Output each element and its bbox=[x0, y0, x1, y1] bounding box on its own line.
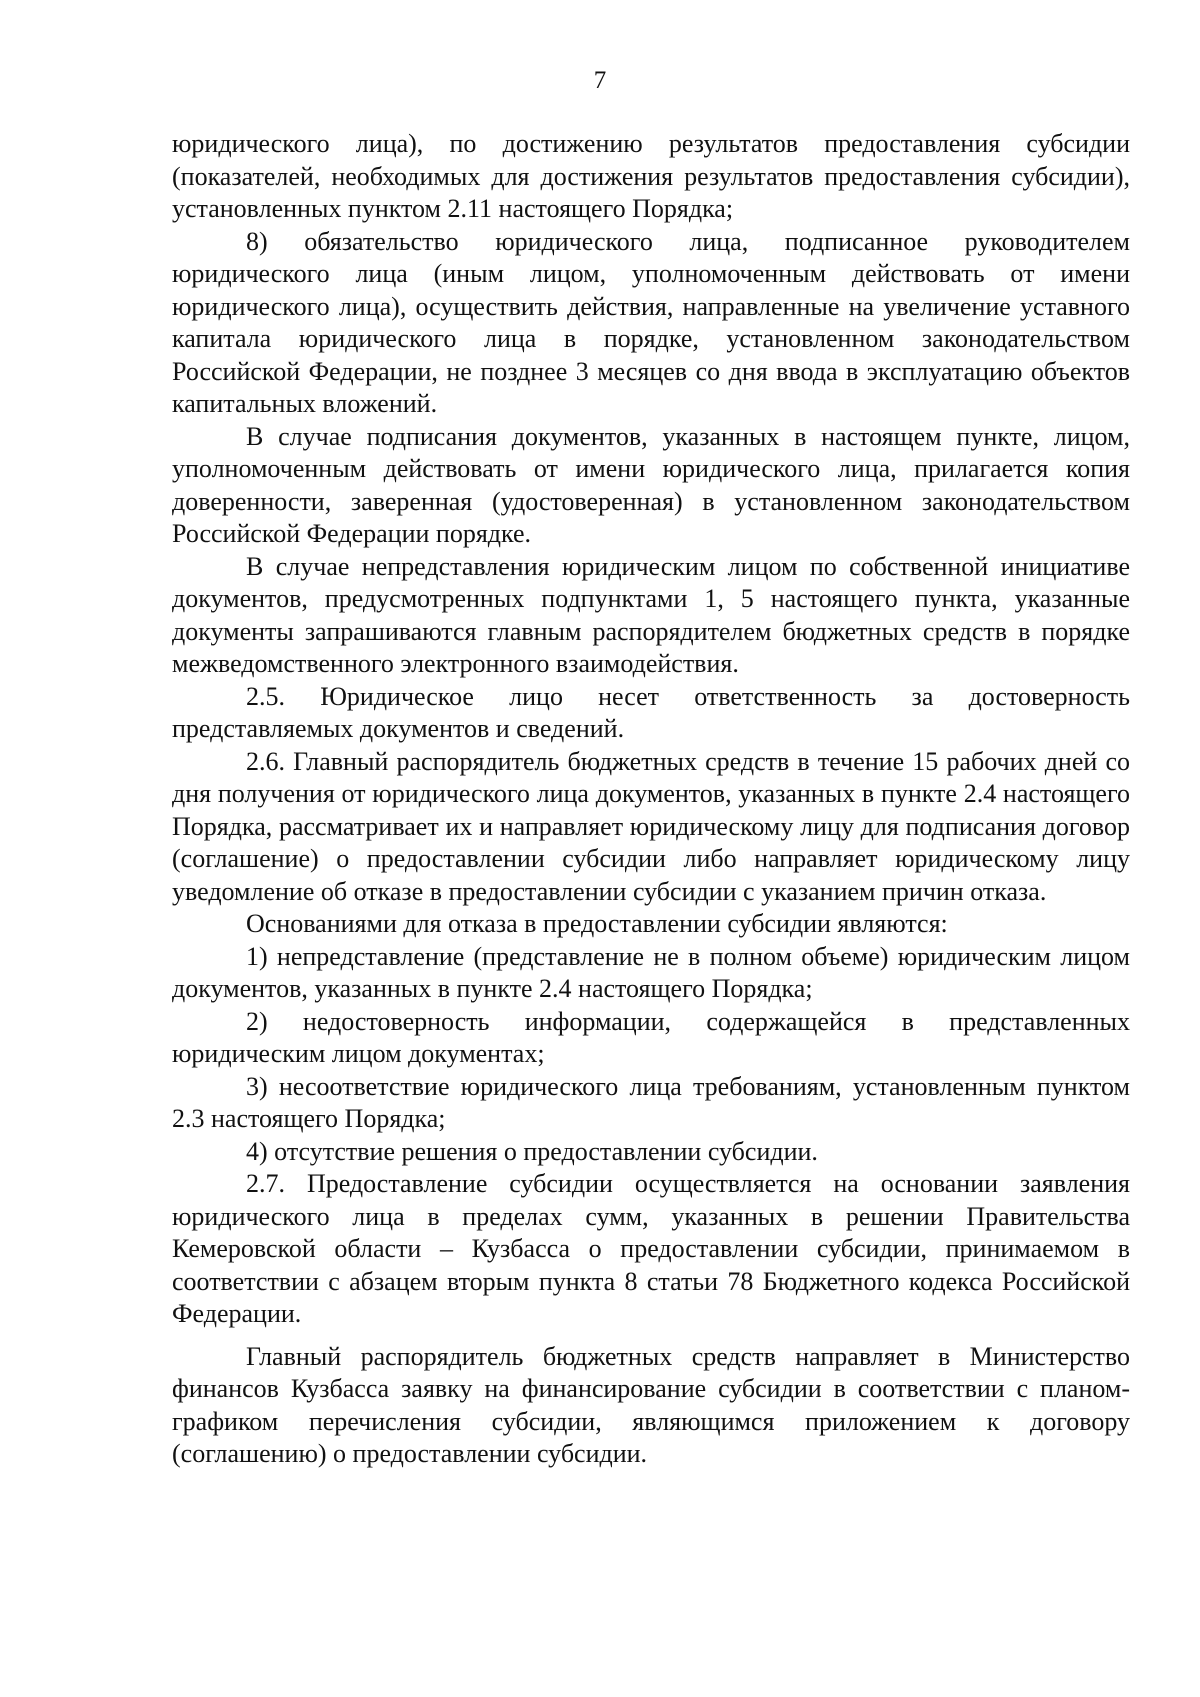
document-body bbox=[172, 128, 1130, 1471]
page-number: 7 bbox=[593, 67, 607, 94]
paragraph-2-7: 2.7. Предоставление субсидии осуществляется на основании заявления юридического лица в пределах сумм, указанных в решении Правительства Кемеровской области – Кузбасса о предоставлении субсидии, принимаемом в соответствии с абзацем вторым пункта 8 статьи 78 Бюджетного кодекса Российской Федерации. bbox=[172, 1169, 1130, 1328]
paragraph-refusal-4: 4) отсутствие решения о предоставлении субсидии. bbox=[246, 1136, 818, 1166]
paragraph-interagency-request: В случае непредставления юридическим лицом по собственной инициативе документов, предусмотренных подпунктами 1, 5 настоящего пункта, указанные документы запрашиваются главным распорядителем бюджетных средств в порядке межведомственного электронного взаимодействия. bbox=[172, 551, 1130, 678]
paragraph-item-8: 8) обязательство юридического лица, подписанное руководителем юридического лица (иным лицом, уполномоченным действовать от имени юридического лица), осуществить действия, направленные на увеличение уставного капитала юридического лица в порядке, установленном законодательством Российской Федерации, не позднее 3 месяцев со дня ввода в эксплуатацию объектов капитальных вложений. bbox=[172, 226, 1130, 418]
paragraph-2-6: 2.6. Главный распорядитель бюджетных средств в течение 15 рабочих дней со дня получения от юридического лица документов, указанных в пункте 2.4 настоящего Порядка, рассматривает их и направляет юридическому лицу для подписания договор (соглашение) о предоставлении субсидии либо направляет юридическому лицу уведомление об отказе в предоставлении субсидии с указанием причин отказа. bbox=[172, 746, 1130, 906]
paragraph-2-5: 2.5. Юридическое лицо несет ответственность за достоверность представляемых документов и сведений. bbox=[172, 681, 1130, 743]
paragraph-signing-by-proxy: В случае подписания документов, указанных в настоящем пункте, лицом, уполномоченным действовать от имени юридического лица, прилагается копия доверенности, заверенная (удостоверенная) в установленном законодательством Российской Федерации порядке. bbox=[172, 421, 1130, 548]
paragraph-continuation: юридического лица), по достижению результатов предоставления субсидии (показателей, необходимых для достижения результатов предоставления субсидии), установленных пунктом 2.11 настоящего Порядка; bbox=[172, 129, 1130, 223]
paragraph-refusal-grounds: Основаниями для отказа в предоставлении субсидии являются: bbox=[246, 909, 948, 938]
paragraph-refusal-3: 3) несоответствие юридического лица требованиям, установленным пунктом 2.3 настоящего Порядка; bbox=[172, 1071, 1130, 1133]
paragraph-refusal-2: 2) недостоверность информации, содержащейся в представленных юридическим лицом документах; bbox=[172, 1006, 1130, 1068]
paragraph-financing-request: Главный распорядитель бюджетных средств направляет в Министерство финансов Кузбасса заявку на финансирование субсидии в соответствии с планом-графиком перечисления субсидии, являющимся приложением к договору (соглашению) о предоставлении субсидии. bbox=[172, 1341, 1130, 1468]
paragraph-refusal-1: 1) непредставление (представление не в полном объеме) юридическим лицом документов, указанных в пункте 2.4 настоящего Порядка; bbox=[172, 941, 1130, 1003]
